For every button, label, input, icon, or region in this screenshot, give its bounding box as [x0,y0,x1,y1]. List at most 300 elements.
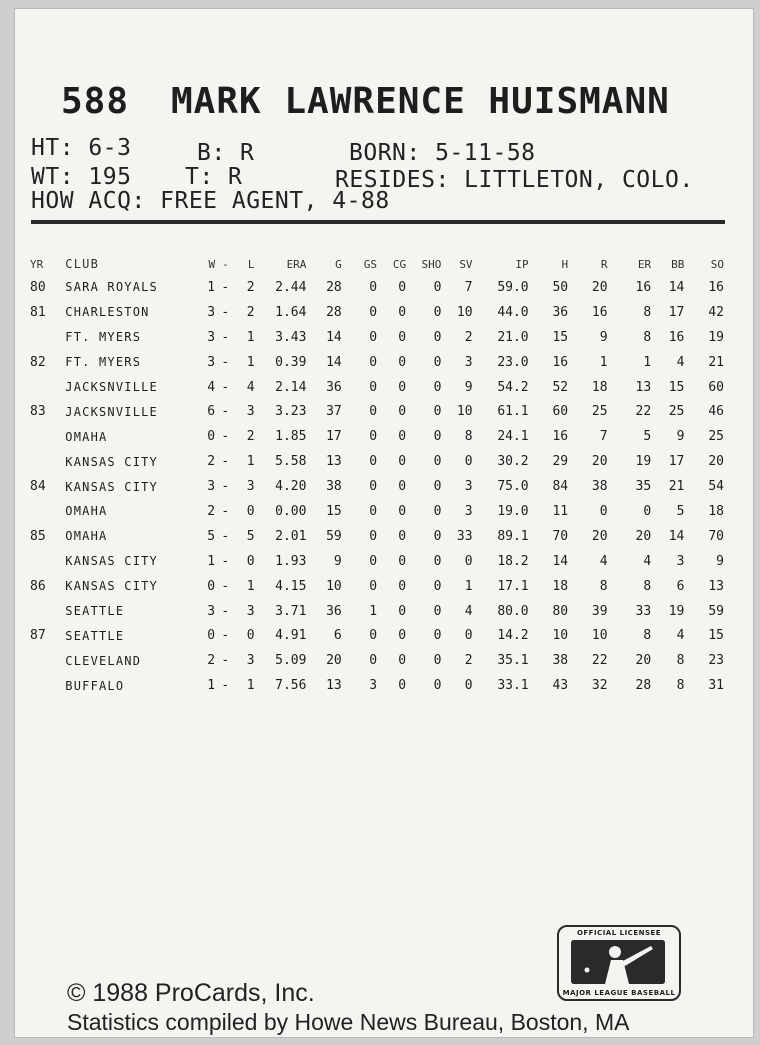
table-cell: 23 [708,653,724,669]
column-header: CG [392,257,407,271]
table-cell: 0 [433,354,442,370]
table-cell: 2.14 [275,379,307,395]
table-cell: SEATTLE [65,628,125,643]
table-cell: CLEVELAND [65,653,142,668]
table-row [27,549,727,574]
table-cell: 5.09 [275,653,307,669]
table-cell: 11 [552,503,569,519]
table-row [27,325,727,350]
table-cell: 0 [433,603,442,619]
table-cell: - [221,553,230,569]
table-cell: 9 [333,553,342,569]
card-number: 588 [61,81,130,122]
table-cell: 6 [676,578,685,594]
table-cell: 0 [433,578,442,594]
table-cell: 0 [464,628,473,644]
table-cell: 25 [591,404,608,420]
baseball-card-back [14,8,754,1038]
table-cell: 7 [464,279,473,295]
table-cell: 3.43 [275,329,307,345]
table-cell: 31 [708,678,724,694]
table-cell: 42 [708,304,724,320]
column-header: R [600,257,608,271]
table-cell: 2 [246,304,255,320]
table-cell: 0 [398,454,407,470]
table-cell: 5 [246,528,255,544]
column-header: CLUB [65,257,99,271]
column-header: - [222,257,229,271]
table-cell: 21 [668,479,685,495]
table-cell: 18 [591,379,608,395]
table-cell: 22 [635,404,652,420]
table-cell: 3 [246,404,255,420]
table-cell: 83 [30,404,46,420]
table-cell: 28 [326,279,342,295]
table-cell: 59 [326,528,342,544]
table-cell: 0 [433,503,442,519]
table-cell: 0 [433,329,442,345]
table-cell: 17 [668,454,685,470]
column-header: H [561,257,569,271]
table-cell: 50 [552,279,569,295]
table-cell: 0 [433,628,442,644]
table-cell: 18 [552,578,569,594]
table-cell: 44.0 [497,304,529,320]
table-cell: 15 [552,329,569,345]
table-cell: 36 [326,603,342,619]
table-cell: 1 [246,678,255,694]
table-cell: 21 [708,354,724,370]
table-cell: CHARLESTON [65,305,150,320]
table-cell: 1.64 [275,304,307,320]
table-cell: 0 [398,379,407,395]
mlb-official-licensee-logo [557,925,681,1001]
table-cell: 0 [398,553,407,569]
table-cell: 0 [398,279,407,295]
table-cell: 8 [464,429,473,445]
table-cell: 0 [398,603,407,619]
table-cell: JACKSNVILLE [65,380,158,394]
table-cell: 8 [676,678,685,694]
table-cell: - [221,678,230,694]
table-cell: SARA ROYALS [65,280,158,295]
table-cell: 19 [635,454,652,470]
table-cell: 0 [398,329,407,345]
table-cell: 6 [333,628,342,644]
born: BORN: 5-11-58 [349,140,536,166]
table-cell: 0 [369,503,378,519]
table-cell: 0 [464,454,473,470]
batter-silhouette-icon [571,940,665,984]
table-cell: 0 [246,553,255,569]
table-cell: 59 [708,603,724,619]
table-row [27,300,727,325]
table-cell: 61.1 [497,404,529,420]
table-cell: 1 [599,354,608,370]
table-cell: 0 [246,628,255,644]
table-cell [27,424,62,449]
table-cell: 15 [668,379,685,395]
table-cell: 4.20 [275,479,307,495]
table-cell: 16 [708,279,724,295]
table-cell: 0 [464,553,473,569]
table-cell: 0 [246,503,255,519]
table-cell: 16 [668,329,685,345]
table-cell: 28 [635,678,652,694]
table-cell: 2 [207,503,216,519]
table-cell: 4 [599,553,608,569]
table-cell: 14 [668,528,685,544]
table-cell: 46 [708,404,724,420]
column-header: W [208,257,216,271]
table-cell: 0 [369,354,378,370]
table-cell: 0 [369,429,378,445]
table-cell: 3 [464,354,473,370]
table-cell: 33.1 [497,678,529,694]
table-cell: - [221,329,230,345]
table-cell: 3 [207,304,216,320]
table-cell: 16 [635,279,652,295]
table-cell: 2.44 [275,279,307,295]
table-cell: 87 [30,628,46,644]
table-cell: - [221,653,230,669]
table-cell [27,599,62,624]
table-cell: 3.23 [275,404,307,420]
table-cell: 3 [464,503,473,519]
table-cell: OMAHA [65,429,108,444]
table-cell: 10 [552,628,569,644]
table-cell: 25 [668,404,685,420]
table-cell: OMAHA [65,529,108,544]
table-cell: KANSAS CITY [65,554,158,569]
table-cell: 1 [643,354,652,370]
table-cell: 75.0 [497,479,529,495]
table-cell: - [221,304,230,320]
table-cell: 0 [398,429,407,445]
table-cell: 30.2 [497,454,529,470]
table-cell: 0 [369,379,378,395]
table-cell: 38 [326,479,342,495]
table-cell: 4.15 [275,578,307,594]
table-cell: 1 [246,578,255,594]
table-row [27,275,727,300]
table-cell: 14 [668,279,685,295]
table-cell: JACKSNVILLE [65,404,158,419]
table-cell: 5 [676,503,685,519]
table-row [27,424,727,449]
table-cell: - [221,454,230,470]
table-cell: 0 [433,553,442,569]
table-cell: 7 [599,429,608,445]
table-row [27,524,727,549]
table-cell: 37 [326,404,342,420]
table-cell: KANSAS CITY [65,579,158,594]
table-cell: 13 [708,578,724,594]
table-cell: 0 [369,479,378,495]
table-cell: 0 [398,578,407,594]
column-header: G [335,257,342,271]
table-cell: 84 [30,479,46,495]
table-row [27,648,727,673]
table-cell: 54.2 [497,379,529,395]
table-cell [27,325,62,350]
column-header: GS [363,257,378,271]
table-cell: 0 [369,528,378,544]
table-cell: BUFFALO [65,678,125,693]
table-cell: 0 [433,404,442,420]
table-cell: 15 [326,503,342,519]
table-cell: 5.58 [275,454,307,470]
table-cell: 0 [369,628,378,644]
table-cell: 1 [207,553,216,569]
table-cell: 3.71 [275,603,307,619]
table-cell: 8 [643,329,652,345]
table-cell: 3 [207,479,216,495]
table-cell: 17 [668,304,685,320]
table-cell: 33 [456,528,473,544]
table-cell: 20 [591,279,608,295]
table-cell: 4 [464,603,473,619]
table-cell: KANSAS CITY [65,454,158,469]
table-cell: 60 [708,379,724,395]
table-cell: - [221,578,230,594]
table-cell: 38 [552,653,569,669]
table-cell: 0 [599,503,608,519]
table-cell: 6 [207,404,216,420]
table-cell: 82 [30,354,46,370]
table-cell: 0 [207,628,216,644]
table-cell: 4 [246,379,255,395]
table-cell: 0 [433,429,442,445]
table-cell: FT. MYERS [65,355,142,370]
table-cell: 4 [676,628,685,644]
table-cell: 0 [433,454,442,470]
table-cell: 2 [246,429,255,445]
how-acquired: HOW ACQ: FREE AGENT, 4-88 [31,188,390,214]
table-cell: 22 [591,653,608,669]
table-cell: SEATTLE [65,604,125,619]
table-cell [27,648,62,673]
table-cell: 20 [591,528,608,544]
table-cell: KANSAS CITY [65,479,158,494]
column-header: SV [459,257,473,271]
table-cell: 0 [398,653,407,669]
player-name: MARK LAWRENCE HUISMANN [171,81,670,122]
height: HT: 6-3 [31,135,132,161]
table-cell: 20 [635,528,652,544]
table-cell: 0 [433,479,442,495]
table-cell: 36 [552,304,569,320]
table-cell: 2 [464,653,473,669]
table-cell: 0.39 [275,354,307,370]
table-cell: 0 [433,279,442,295]
stats-table [27,253,727,698]
table-cell: 4 [676,354,685,370]
logo-bottom-text: MAJOR LEAGUE BASEBALL [562,989,676,997]
table-cell: 16 [552,354,569,370]
table-cell: 29 [552,454,569,470]
table-cell: 14 [326,329,342,345]
table-cell: 0 [398,503,407,519]
table-row [27,375,727,400]
table-cell: - [221,429,230,445]
table-cell: 10 [591,628,608,644]
table-cell: 16 [552,429,569,445]
table-cell: 14 [552,553,569,569]
table-cell: 20 [635,653,652,669]
table-cell: 70 [708,528,724,544]
table-cell: 0 [433,379,442,395]
table-cell [27,499,62,524]
column-header: L [247,257,255,271]
table-cell: 35.1 [497,653,529,669]
table-cell: 5 [643,429,652,445]
table-cell: - [221,628,230,644]
table-cell: 0 [398,678,407,694]
table-cell: 9 [464,379,473,395]
table-cell: 1 [207,279,216,295]
table-cell: 3 [369,678,378,694]
table-row [27,399,727,424]
table-cell: 8 [643,578,652,594]
table-row [27,623,727,648]
table-cell: 2.01 [275,528,307,544]
table-cell: 8 [643,304,652,320]
table-cell: 59.0 [497,279,529,295]
table-cell: 0 [433,528,442,544]
table-cell: 7.56 [275,678,307,694]
table-cell: 14 [326,354,342,370]
table-cell: 0 [433,304,442,320]
table-cell: 3 [676,553,685,569]
table-cell: 28 [326,304,342,320]
table-cell: 3 [207,329,216,345]
table-cell: OMAHA [65,504,108,519]
table-cell: 81 [30,304,46,320]
table-cell: 1 [369,603,378,619]
table-row [27,599,727,624]
table-cell: 24.1 [497,429,529,445]
table-cell: FT. MYERS [65,330,142,345]
table-cell: 1 [246,454,255,470]
table-cell: 17 [326,429,342,445]
table-cell: 23.0 [497,354,529,370]
table-cell: 2 [207,653,216,669]
table-cell: 0 [398,528,407,544]
table-cell: 0 [398,479,407,495]
table-cell: 9 [716,553,724,569]
table-cell: - [221,379,230,395]
table-cell: 60 [552,404,569,420]
table-cell: 16 [591,304,608,320]
statistics-credit: Statistics compiled by Howe News Bureau, Boston, MA [67,1009,630,1035]
table-cell: 17.1 [497,578,529,594]
table-cell: 3 [207,603,216,619]
table-cell: 2 [464,329,473,345]
table-row [27,474,727,499]
table-cell [27,449,62,474]
weight: WT: 195 [31,164,132,190]
table-cell: 21.0 [497,329,529,345]
table-cell: 0 [369,404,378,420]
table-cell: 9 [676,429,685,445]
table-cell [27,375,62,400]
logo-top-text: OFFICIAL LICENSEE [576,929,662,937]
table-cell: 4 [207,379,216,395]
table-cell: 38 [591,479,608,495]
table-cell: 32 [591,678,608,694]
table-cell: 1.93 [275,553,307,569]
table-row [27,673,727,698]
table-cell: 1.85 [275,429,307,445]
table-cell: 19.0 [497,503,529,519]
table-cell: 3 [464,479,473,495]
copyright-line: © 1988 ProCards, Inc. [67,979,315,1007]
table-cell: 39 [591,603,608,619]
table-cell: 13 [326,454,342,470]
column-header: SO [710,257,724,271]
table-cell: - [221,354,230,370]
table-cell: 85 [30,528,46,544]
table-cell: 19 [708,329,724,345]
table-cell: 0 [369,279,378,295]
table-row [27,449,727,474]
table-cell: 10 [456,304,473,320]
table-cell: - [221,279,230,295]
table-cell: 84 [552,479,569,495]
column-header: BB [671,257,685,271]
table-cell: 20 [591,454,608,470]
table-cell: 80 [30,279,46,295]
table-cell: 0 [369,653,378,669]
table-cell: 1 [246,354,255,370]
table-cell: 13 [326,678,342,694]
table-cell: - [221,603,230,619]
table-cell: 0 [398,628,407,644]
table-cell: 3 [246,479,255,495]
table-cell: 14.2 [497,628,529,644]
table-cell: 0.00 [275,503,307,519]
table-cell: 13 [635,379,652,395]
table-cell: 4 [643,553,652,569]
table-cell: 0 [369,454,378,470]
table-cell: - [221,404,230,420]
table-cell: 52 [552,379,569,395]
table-cell: 19 [668,603,685,619]
table-cell: 0 [643,503,652,519]
column-header: SHO [421,257,442,271]
table-cell [27,673,62,698]
table-cell: 1 [246,329,255,345]
stats-header-row [27,253,727,275]
table-cell: 10 [326,578,342,594]
table-row [27,350,727,375]
table-cell: 15 [708,628,724,644]
table-cell: 80.0 [497,603,529,619]
table-cell [27,549,62,574]
resides: RESIDES: LITTLETON, COLO. [335,167,694,193]
table-cell: 8 [676,653,685,669]
table-cell: 35 [635,479,652,495]
table-cell: 2 [246,279,255,295]
table-cell: - [221,503,230,519]
table-cell: 1 [207,678,216,694]
table-cell: 33 [635,603,652,619]
table-cell: 89.1 [497,528,529,544]
column-header: IP [515,257,529,271]
table-cell: 3 [246,653,255,669]
table-cell: 36 [326,379,342,395]
